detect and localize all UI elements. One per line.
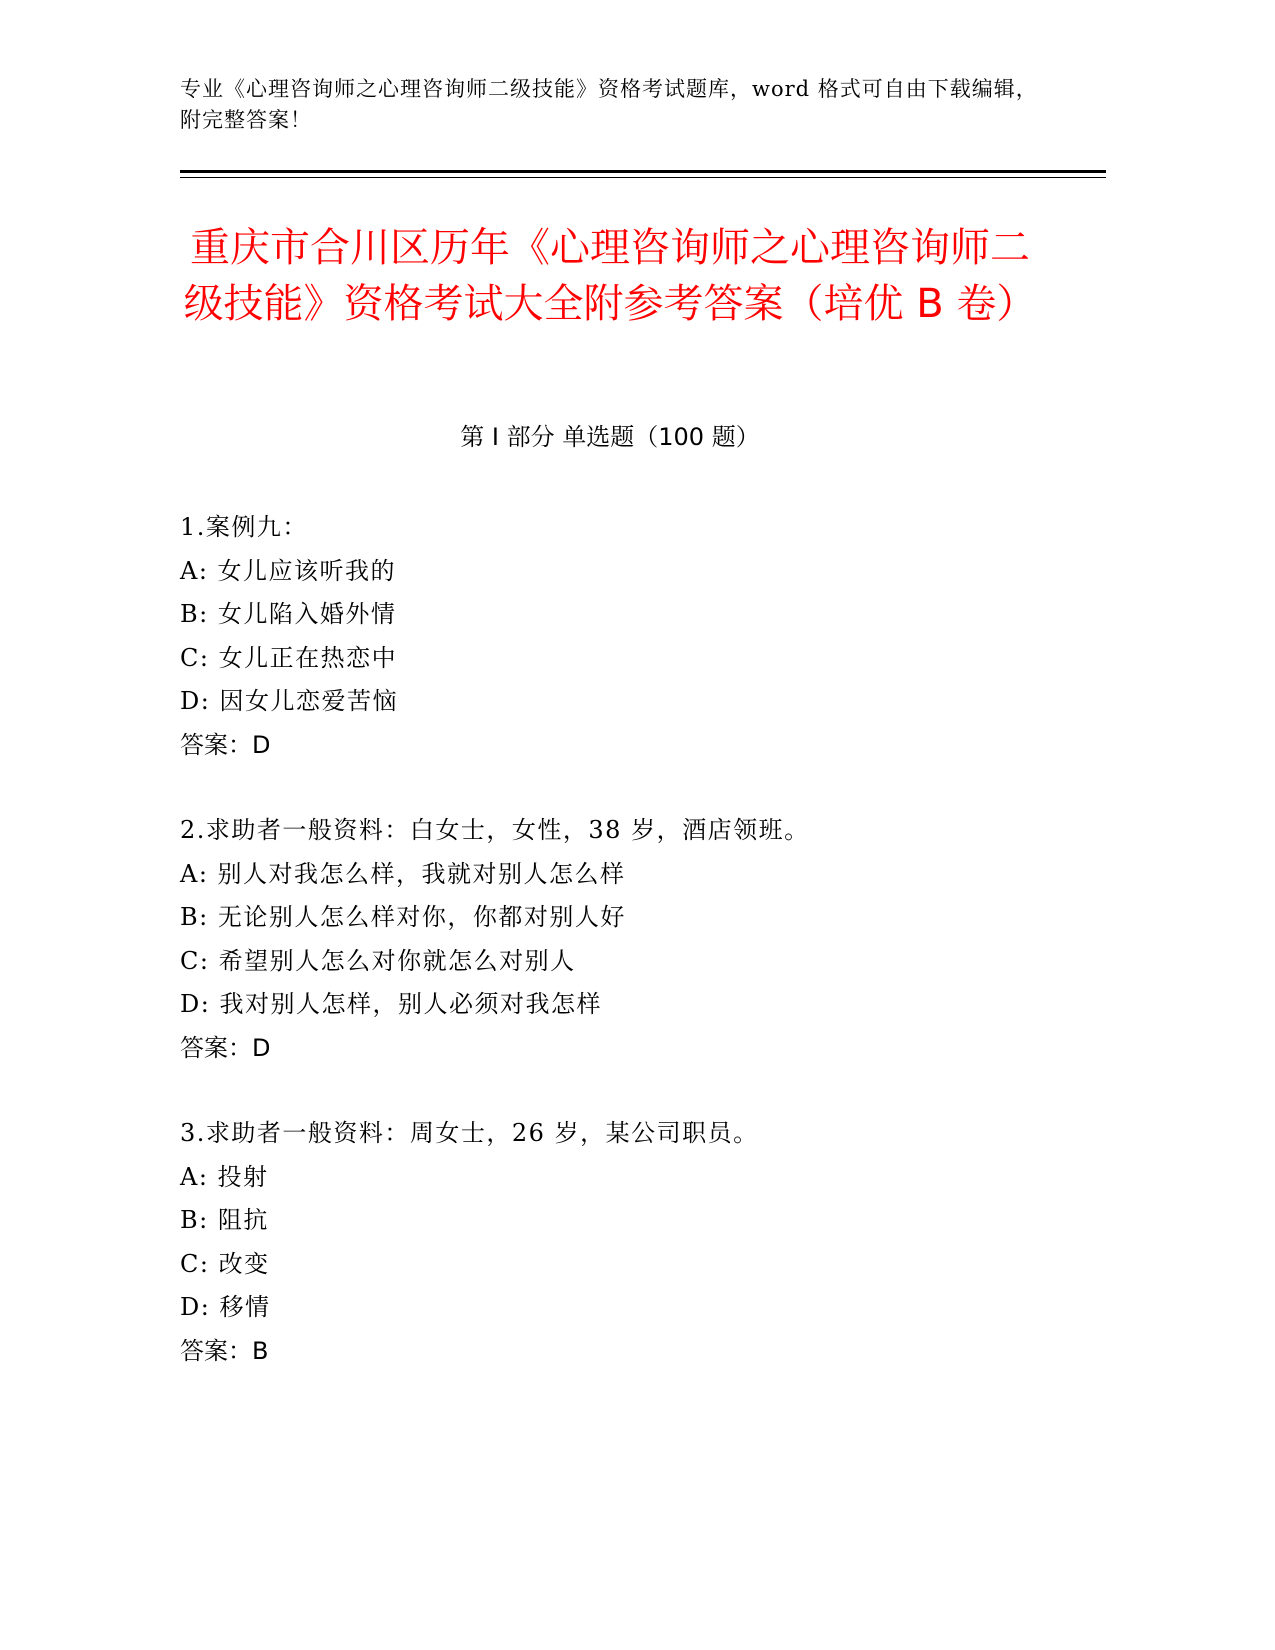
option-a: A: 女儿应该听我的 [180, 556, 397, 585]
option-b: B: 女儿陷入婚外情 [180, 600, 397, 628]
question-stem: 2.求助者一般资料：白女士，女性，38 岁，酒店领班。 [180, 816, 810, 844]
header-divider-thick [180, 170, 1106, 173]
option-c: C: 希望别人怎么对你就怎么对别人 [180, 946, 576, 975]
question-stem: 1.案例九： [180, 513, 308, 541]
option-d: D: 因女儿恋爱苦恼 [180, 687, 398, 715]
header-divider-thin [180, 177, 1106, 178]
option-b: B: 无论别人怎么样对你，你都对别人好 [180, 903, 626, 931]
question-3 [180, 1112, 1080, 1373]
answer: 答案：D [180, 1033, 271, 1062]
answer: 答案：D [180, 730, 271, 759]
document-title: 重庆市合川区历年《心理咨询师之心理咨询师二级技能》资格考试大全附参考答案（培优 B 卷） [183, 225, 1037, 327]
answer: 答案：B [180, 1336, 269, 1365]
section-heading: 第 I 部分 单选题（100 题） [460, 423, 760, 451]
question-1 [180, 506, 1080, 767]
option-a: A: 别人对我怎么样，我就对别人怎么样 [180, 859, 626, 888]
question-list [180, 506, 1080, 1415]
option-d: D: 移情 [180, 1293, 271, 1321]
option-c: C: 女儿正在热恋中 [180, 643, 398, 672]
question-2 [180, 809, 1080, 1070]
option-b: B: 阻抗 [180, 1206, 269, 1234]
option-d: D: 我对别人怎样，别人必须对我怎样 [180, 990, 602, 1018]
question-stem: 3.求助者一般资料：周女士，26 岁，某公司职员。 [180, 1119, 759, 1147]
option-a: A: 投射 [180, 1162, 269, 1191]
header-note: 专业《心理咨询师之心理咨询师二级技能》资格考试题库，word 格式可自由下载编辑，附完整答案！ [180, 77, 1038, 132]
option-c: C: 改变 [180, 1249, 270, 1278]
